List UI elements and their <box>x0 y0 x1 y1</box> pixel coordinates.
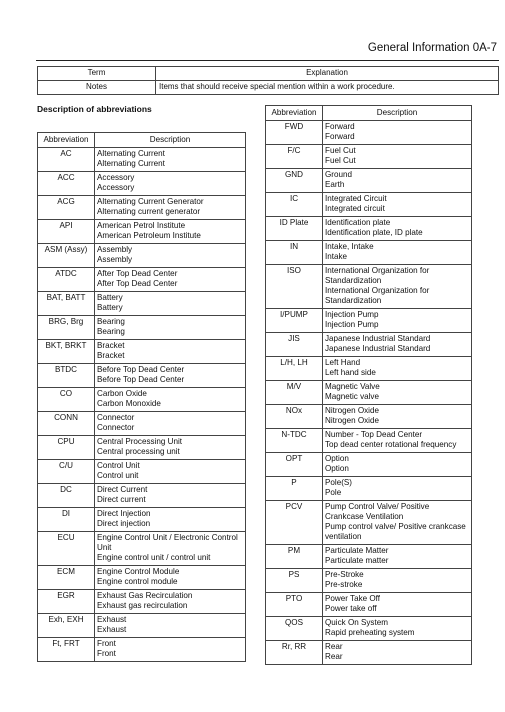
description-line: Injection Pump <box>325 310 379 319</box>
description-line: Magnetic valve <box>325 392 379 401</box>
abbreviation-cell: ATDC <box>38 268 95 292</box>
abbreviation-cell: I/PUMP <box>266 309 323 333</box>
description-cell <box>323 453 472 477</box>
table-row <box>266 641 472 665</box>
abbreviation-cell: PM <box>266 545 323 569</box>
description-line: Front <box>97 639 116 648</box>
description-line: Japanese Industrial Standard <box>325 334 431 343</box>
table-row <box>266 241 472 265</box>
description-cell <box>95 340 246 364</box>
description-line: Engine control unit / control unit <box>97 553 211 562</box>
description-cell <box>323 617 472 641</box>
description-cell <box>95 268 246 292</box>
abbr-header-description: Description <box>95 133 246 148</box>
description-line: Alternating Current Generator <box>97 197 204 206</box>
abbreviation-cell: Exh, EXH <box>38 614 95 638</box>
description-line: Before Top Dead Center <box>97 365 185 374</box>
description-cell <box>95 638 246 662</box>
description-cell <box>95 436 246 460</box>
description-cell <box>95 508 246 532</box>
header-rule <box>36 60 499 61</box>
description-line: Direct Injection <box>97 509 151 518</box>
description-cell <box>95 614 246 638</box>
description-cell <box>95 412 246 436</box>
abbreviation-cell: CO <box>38 388 95 412</box>
description-line: Bracket <box>97 351 125 360</box>
table-row <box>38 436 246 460</box>
description-line: Option <box>325 454 349 463</box>
table-row <box>38 566 246 590</box>
description-cell <box>323 217 472 241</box>
table-row <box>38 292 246 316</box>
description-cell <box>95 196 246 220</box>
description-line: Japanese Industrial Standard <box>325 344 431 353</box>
abbreviation-cell: ECU <box>38 532 95 566</box>
abbreviation-cell: PCV <box>266 501 323 545</box>
table-row <box>38 388 246 412</box>
description-cell <box>95 220 246 244</box>
description-line: Control Unit <box>97 461 140 470</box>
description-cell <box>323 641 472 665</box>
description-line: Direct injection <box>97 519 151 528</box>
abbreviation-cell: P <box>266 477 323 501</box>
description-line: Pump Control Valve/ Positive Crankcase Ventilation <box>325 502 430 521</box>
table-row <box>38 638 246 662</box>
abbreviation-cell: CONN <box>38 412 95 436</box>
description-line: Bearing <box>97 317 125 326</box>
table-row <box>266 429 472 453</box>
abbreviation-cell: ASM (Assy) <box>38 244 95 268</box>
abbreviation-cell: FWD <box>266 121 323 145</box>
table-row <box>266 593 472 617</box>
abbr-header-description: Description <box>323 106 472 121</box>
abbreviation-cell: EGR <box>38 590 95 614</box>
description-cell <box>95 460 246 484</box>
description-line: Pole(S) <box>325 478 352 487</box>
table-row <box>266 381 472 405</box>
table-row <box>266 265 472 309</box>
abbreviation-cell: Rr, RR <box>266 641 323 665</box>
abbreviation-cell: ISO <box>266 265 323 309</box>
abbreviation-cell: ACG <box>38 196 95 220</box>
abbreviation-cell: DC <box>38 484 95 508</box>
description-line: Particulate matter <box>325 556 389 565</box>
description-line: Exhaust Gas Recirculation <box>97 591 193 600</box>
description-line: Battery <box>97 293 123 302</box>
abbreviation-cell: GND <box>266 169 323 193</box>
abbreviation-cell: OPT <box>266 453 323 477</box>
description-cell <box>323 501 472 545</box>
description-line: Integrated circuit <box>325 204 385 213</box>
table-row <box>266 333 472 357</box>
section-title: Description of abbreviations <box>37 104 152 114</box>
description-line: Assembly <box>97 255 133 264</box>
table-row <box>266 193 472 217</box>
table-row <box>38 614 246 638</box>
description-cell <box>323 429 472 453</box>
abbreviation-cell: API <box>38 220 95 244</box>
terms-header-explanation: Explanation <box>156 67 499 81</box>
abbreviation-cell: DI <box>38 508 95 532</box>
description-cell <box>323 121 472 145</box>
description-cell <box>95 172 246 196</box>
table-row <box>38 148 246 172</box>
description-line: Rear <box>325 642 343 651</box>
description-line: Nitrogen Oxide <box>325 416 379 425</box>
description-line: Accessory <box>97 173 135 182</box>
abbreviation-cell: PTO <box>266 593 323 617</box>
abbreviation-cell: IN <box>266 241 323 265</box>
description-cell <box>95 292 246 316</box>
description-line: Engine control module <box>97 577 178 586</box>
description-line: Pre-stroke <box>325 580 363 589</box>
abbr-header-row <box>266 106 472 121</box>
description-line: Pre-Stroke <box>325 570 364 579</box>
abbreviation-cell: C/U <box>38 460 95 484</box>
description-line: Quick On System <box>325 618 388 627</box>
table-row <box>38 268 246 292</box>
description-line: Power Take Off <box>325 594 381 603</box>
description-line: Option <box>325 464 349 473</box>
table-row <box>38 364 246 388</box>
description-cell <box>323 265 472 309</box>
table-row <box>38 532 246 566</box>
description-cell <box>323 333 472 357</box>
description-cell <box>95 148 246 172</box>
abbreviation-cell: F/C <box>266 145 323 169</box>
table-row <box>266 477 472 501</box>
description-line: Alternating current generator <box>97 207 201 216</box>
description-line: Rear <box>325 652 343 661</box>
table-row <box>38 590 246 614</box>
description-line: Engine Control Unit / Electronic Control Unit <box>97 533 238 552</box>
description-cell <box>95 590 246 614</box>
description-line: Bracket <box>97 341 125 350</box>
abbr-header-abbreviation: Abbreviation <box>38 133 95 148</box>
description-line: Central Processing Unit <box>97 437 183 446</box>
description-line: Before Top Dead Center <box>97 375 185 384</box>
description-line: Central processing unit <box>97 447 180 456</box>
table-row <box>38 244 246 268</box>
description-line: Ground <box>325 170 352 179</box>
description-cell <box>323 545 472 569</box>
abbreviation-cell: Ft, FRT <box>38 638 95 662</box>
description-cell <box>323 477 472 501</box>
table-row <box>38 316 246 340</box>
description-line: American Petrol Institute <box>97 221 186 230</box>
description-line: Number - Top Dead Center <box>325 430 423 439</box>
description-line: Earth <box>325 180 345 189</box>
abbreviation-cell: BAT, BATT <box>38 292 95 316</box>
description-line: Control unit <box>97 471 139 480</box>
description-line: After Top Dead Center <box>97 269 178 278</box>
description-line: Nitrogen Oxide <box>325 406 379 415</box>
abbr-header-row <box>38 133 246 148</box>
table-row <box>266 405 472 429</box>
abbreviation-cell: ID Plate <box>266 217 323 241</box>
description-line: Bearing <box>97 327 125 336</box>
terms-header-term: Term <box>38 67 156 81</box>
description-cell <box>95 484 246 508</box>
description-line: Fuel Cut <box>325 156 356 165</box>
description-line: International Organization for Standardization <box>325 286 430 305</box>
abbreviation-cell: CPU <box>38 436 95 460</box>
abbreviation-cell: PS <box>266 569 323 593</box>
page-header: General Information 0A-7 <box>367 42 497 54</box>
abbreviation-cell: BRG, Brg <box>38 316 95 340</box>
terms-header-row <box>38 67 499 81</box>
table-row <box>266 217 472 241</box>
description-line: Battery <box>97 303 123 312</box>
description-line: Direct Current <box>97 485 148 494</box>
description-line: Identification plate, ID plate <box>325 228 423 237</box>
table-row <box>38 196 246 220</box>
table-row <box>266 145 472 169</box>
description-line: Pole <box>325 488 342 497</box>
description-line: Exhaust <box>97 615 127 624</box>
description-line: Magnetic Valve <box>325 382 380 391</box>
description-line: Left hand side <box>325 368 376 377</box>
description-line: Forward <box>325 132 355 141</box>
description-line: Fuel Cut <box>325 146 356 155</box>
table-row <box>38 172 246 196</box>
abbreviations-table-left <box>37 132 246 662</box>
description-cell <box>95 388 246 412</box>
table-row <box>38 220 246 244</box>
description-cell <box>323 169 472 193</box>
table-row <box>266 617 472 641</box>
description-line: Left Hand <box>325 358 361 367</box>
abbreviation-cell: QOS <box>266 617 323 641</box>
description-cell <box>323 593 472 617</box>
description-cell <box>323 193 472 217</box>
table-row <box>38 484 246 508</box>
description-line: Engine Control Module <box>97 567 180 576</box>
description-line: Connector <box>97 413 135 422</box>
table-row <box>266 501 472 545</box>
table-row <box>266 357 472 381</box>
description-line: Power take off <box>325 604 377 613</box>
description-line: Pump control valve/ Positive crankcase ventilation <box>325 522 466 541</box>
explanation-cell: Items that should receive special mention within a work procedure. <box>156 81 499 95</box>
description-cell <box>323 357 472 381</box>
abbreviation-cell: ECM <box>38 566 95 590</box>
description-cell <box>95 532 246 566</box>
description-line: International Organization for Standardization <box>325 266 430 285</box>
table-row <box>266 545 472 569</box>
description-cell <box>323 309 472 333</box>
description-line: Exhaust gas recirculation <box>97 601 188 610</box>
description-line: Alternating Current <box>97 149 165 158</box>
description-line: Identification plate <box>325 218 391 227</box>
description-cell <box>323 241 472 265</box>
description-line: Rapid preheating system <box>325 628 415 637</box>
abbreviation-cell: M/V <box>266 381 323 405</box>
abbreviation-cell: ACC <box>38 172 95 196</box>
description-cell <box>323 145 472 169</box>
description-cell <box>323 569 472 593</box>
table-row <box>38 508 246 532</box>
description-line: Intake <box>325 252 348 261</box>
abbreviation-cell: AC <box>38 148 95 172</box>
description-line: Connector <box>97 423 135 432</box>
abbreviation-cell: L/H, LH <box>266 357 323 381</box>
abbr-header-abbreviation: Abbreviation <box>266 106 323 121</box>
abbreviation-cell: BTDC <box>38 364 95 388</box>
abbreviation-cell: JIS <box>266 333 323 357</box>
description-line: American Petroleum Institute <box>97 231 201 240</box>
description-cell <box>323 381 472 405</box>
description-line: Assembly <box>97 245 133 254</box>
description-line: Particulate Matter <box>325 546 389 555</box>
description-line: Intake, Intake <box>325 242 374 251</box>
description-line: Carbon Monoxide <box>97 399 161 408</box>
table-row <box>38 340 246 364</box>
description-line: Front <box>97 649 116 658</box>
description-line: Direct current <box>97 495 146 504</box>
description-line: Integrated Circuit <box>325 194 387 203</box>
table-row <box>38 460 246 484</box>
description-line: Forward <box>325 122 355 131</box>
table-row <box>38 81 499 95</box>
table-row <box>266 309 472 333</box>
abbreviation-cell: IC <box>266 193 323 217</box>
term-cell: Notes <box>38 81 156 95</box>
abbreviation-cell: BKT, BRKT <box>38 340 95 364</box>
description-line: Top dead center rotational frequency <box>325 440 457 449</box>
description-cell <box>95 364 246 388</box>
table-row <box>266 121 472 145</box>
table-row <box>266 569 472 593</box>
description-cell <box>323 405 472 429</box>
table-row <box>266 453 472 477</box>
description-cell <box>95 244 246 268</box>
description-line: After Top Dead Center <box>97 279 178 288</box>
description-line: Injection Pump <box>325 320 379 329</box>
description-line: Accessory <box>97 183 135 192</box>
description-line: Carbon Oxide <box>97 389 147 398</box>
abbreviation-cell: NOx <box>266 405 323 429</box>
description-cell <box>95 316 246 340</box>
table-row <box>38 412 246 436</box>
table-row <box>266 169 472 193</box>
description-cell <box>95 566 246 590</box>
abbreviation-cell: N-TDC <box>266 429 323 453</box>
abbreviations-table-right <box>265 105 472 665</box>
description-line: Alternating Current <box>97 159 165 168</box>
description-line: Exhaust <box>97 625 127 634</box>
terms-table <box>37 66 499 95</box>
